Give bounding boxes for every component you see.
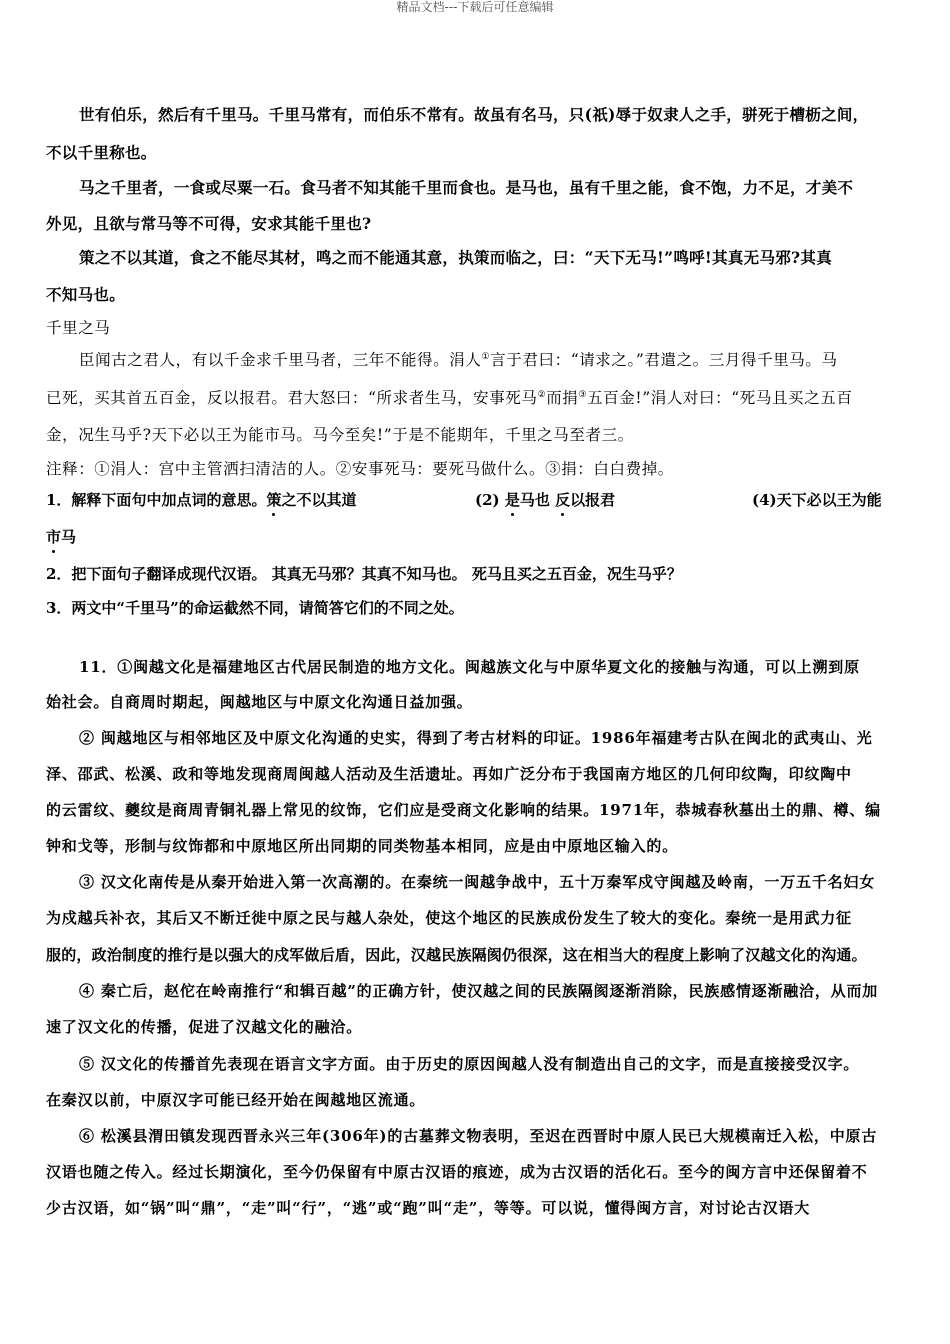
question-1 [46,489,356,510]
passage-11-line: 为戍越兵补衣，其后又不断迁徙中原之民与越人杂处，使这个地区的民族成份发生了较大的变化。秦统一是用武力征 [46,909,852,927]
question-1-part-4: (4)天下必以王为能 [752,491,882,509]
dotted-word: 是 [504,491,520,509]
passage-11-line: ② 闽越地区与相邻地区及中原文化沟通的史实，得到了考古材料的印证。1986年福建考古队在闽北的武夷山、光 [79,729,873,747]
passage-b-line [79,348,838,370]
passage-11-line: ③ 汉文化南传是从秦开始进入第一次高潮的。在秦统一闽越争战中，五十万秦军戍守闽越及岭南，一万五千名妇女 [79,873,876,891]
passage-11-line: 钟和戈等，形制与纹饰都和中原地区所出同期的同类物基本相同，应是由中原地区输入的。 [46,837,679,855]
text-segment: 而捐 [546,389,579,407]
dotted-word: 策 [266,491,282,509]
passage-11-line: ⑤ 汉文化的传播首先表现在语言文字方面。由于历史的原因闽越人没有制造出自己的文字，而是直接接受汉字。 [79,1055,860,1073]
passage-11-line: ④ 秦亡后，赵佗在岭南推行“和辑百越”的正确方针，使汉越之间的民族隔阂逐渐消除，民族感情逐渐融洽，从而加 [79,982,879,1000]
question-label: 1．解释下面句中加点词的意思。 [46,491,267,509]
text-segment: (2) [475,491,505,509]
text-segment: 言于君曰：“请求之。”君遣之。三月得千里马。马 [490,351,838,369]
passage-b-line [46,386,852,408]
passage-11-line: 始社会。自商周时期起，闽越地区与中原文化沟通日益加强。 [46,693,473,711]
dotted-word: 反 [555,491,571,509]
passage-a-line: 外见，且欲与常马等不可得，安求其能千里也? [46,214,372,233]
footnote-marker: ③ [578,389,588,400]
footnote-marker: ① [481,351,491,362]
passage-11-line: 服的，政治制度的推行是以强大的戍军做后盾，因此，汉越民族隔阂仍很深，这在相当大的程度上影响了汉越文化的沟通。 [46,946,867,964]
passage-11-line: 的云雷纹、夔纹是商周青铜礼器上常见的纹饰，它们应是受商文化影响的结果。1971年，恭城春秋墓出土的鼎、樽、编 [46,801,881,819]
text-segment: 之不以其道 [281,491,357,509]
passage-11-line: 在秦汉以前，中原汉字可能已经开始在闽越地区流通。 [46,1091,426,1109]
question-1-part-2 [475,489,615,510]
passage-a-line: 策之不以其道，食之不能尽其材，鸣之而不能通其意，执策而临之，曰：“天下无马!”鸣呼!其真无马邪?其真 [79,248,833,267]
text-segment: 以报君 [570,491,616,509]
passage-b-note: 注释：①涓人：宫中主管洒扫清洁的人。②安事死马：要死马做什么。③捐：白白费掉。 [46,460,674,478]
passage-11-line: 11．①闽越文化是福建地区古代居民制造的地方文化。闽越族文化与中原华夏文化的接触与沟通，可以上溯到原 [79,658,860,676]
text-segment: 已死，买其首五百金，反以报君。君大怒曰：“所求者生马，安事死马 [46,389,538,407]
passage-11-line: ⑥ 松溪县渭田镇发现西晋永兴三年(306年)的古墓葬文物表明，至迟在西晋时中原人民已大规模南迁入松，中原古 [79,1127,878,1145]
text-segment: 五百金!”涓人对曰：“死马且买之五百 [587,389,853,407]
passage-b-line: 金，况生马乎?天下必以王为能市马。马今至矣!”于是不能期年，千里之马至者三。 [46,426,634,444]
footnote-marker: ② [537,389,547,400]
passage-11-line: 少古汉语，如“锅”叫“鼎”，“走”叫“行”，“逃”或“跑”叫“走”，等等。可以说，懂得闽方言，对讨论古汉语大 [46,1199,810,1217]
text-segment: 马也 [519,491,556,509]
passage-a-line: 世有伯乐，然后有千里马。千里马常有，而伯乐不常有。故虽有名马，只(祇)辱于奴隶人之手，骈死于槽枥之间， [79,105,869,124]
dotted-word: 市 [46,528,62,546]
passage-b-title: 千里之马 [46,319,111,337]
passage-11-line: 汉语也随之传入。经过长期演化，至今仍保留有中原古汉语的痕迹，成为古汉语的活化石。至今的闽方言中还保留着不 [46,1163,868,1181]
passage-a-line: 不知马也。 [46,285,126,304]
question-1-part-4-cont [46,526,76,547]
page-header: 精品文档---下载后可任意编辑 [396,0,554,14]
text-segment: 臣闻古之君人，有以千金求千里马者，三年不能得。涓人 [79,351,482,369]
text-segment: 马 [61,528,77,546]
passage-11-line: 速了汉文化的传播，促进了汉越文化的融洽。 [46,1018,363,1036]
passage-a-line: 不以千里称也。 [46,143,157,162]
question-3: 3．两文中“千里马”的命运截然不同，请简答它们的不同之处。 [46,599,464,617]
passage-11-line: 泽、邵武、松溪、政和等地发现商周闽越人活动及生活遗址。再如广泛分布于我国南方地区的几何印纹陶，印纹陶中 [46,765,852,783]
passage-a-line: 马之千里者，一食或尽粟一石。食马者不知其能千里而食也。是马也，虽有千里之能，食不饱，力不足，才美不 [79,178,854,197]
question-2: 2．把下面句子翻译成现代汉语。 其真无马邪？其真不知马也。 死马且买之五百金，况生马乎？ [46,565,682,583]
